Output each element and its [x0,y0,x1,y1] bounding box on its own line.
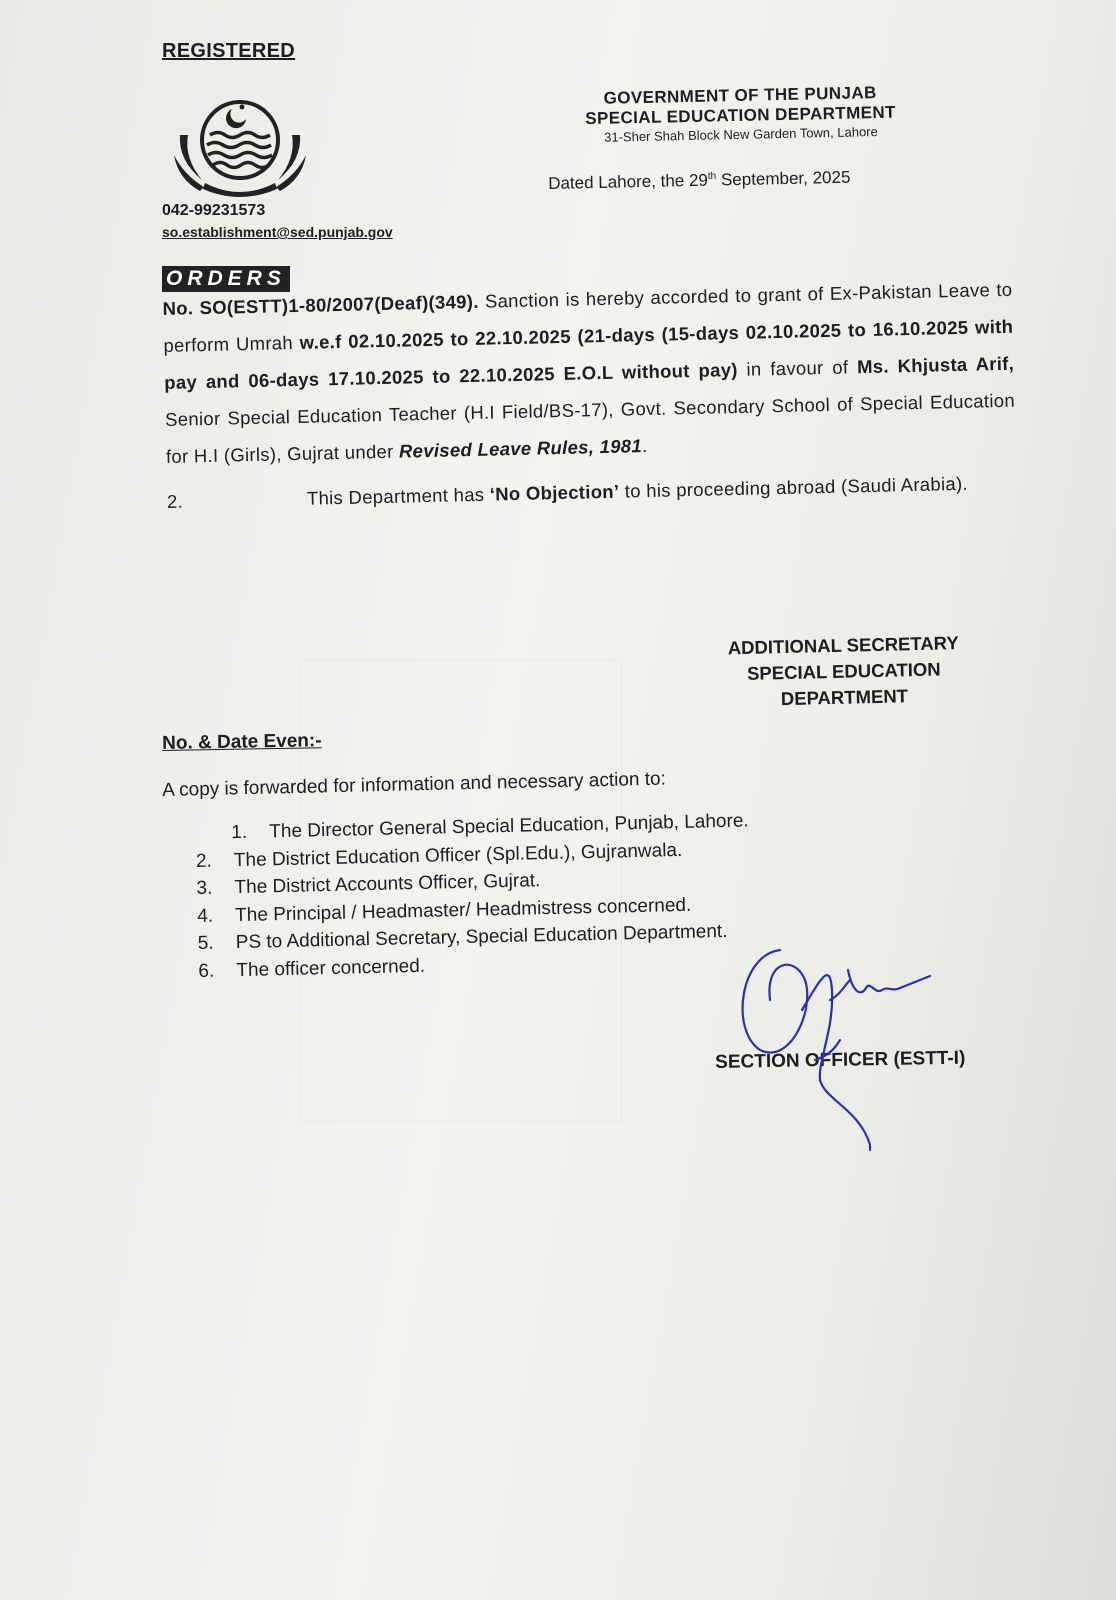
list-item: 5. PS to Additional Secretary, Special Education Department. [197,920,728,954]
letterhead [545,82,936,146]
additional-secretary-signatory: ADDITIONAL SECRETARY SPECIAL EDUCATION DEPARTMENT [727,632,959,710]
department-name: SPECIAL EDUCATION DEPARTMENT [585,102,897,129]
punjab-government-emblem [170,95,310,200]
paragraph-2: 2. This Department has ‘No Objection’ to his proceeding abroad (Saudi Arabia). [166,472,969,512]
copy-recipient-list [195,807,752,985]
handwritten-signature [720,940,980,1180]
list-item: 1. The Director General Special Education, Punjab, Lahore. [231,810,749,844]
copy-intro: A copy is forwarded for information and necessary action to: [162,768,667,801]
list-item: 2. The District Education Officer (Spl.Edu.), Gujranwala. [195,839,683,872]
gov-name: GOVERNMENT OF THE PUNJAB [603,83,877,108]
employee-name: Ms. Khjusta Arif, [856,352,1015,378]
department-address: 31-Sher Shah Block New Garden Town, Lahore [604,124,878,145]
section-officer-title: SECTION OFFICER (ESTT-I) [715,1047,966,1073]
list-item: 4. The Principal / Headmaster/ Headmistress concerned. [196,894,692,927]
email-address: so.establishment@sed.punjab.gov [162,224,393,240]
list-item: 3. The District Accounts Officer, Gujrat. [196,870,541,899]
registered-label: REGISTERED [162,40,296,62]
paragraph-1: No. SO(ESTT)1-80/2007(Deaf)(349). Sanction is hereby accorded to grant of Ex-Pakistan Leave to perform Umrah w.e.f 02.10.2025 to 22.10.2025 (21-days (15-days 02.10.2025 to 16.10.2025 with pay and 06-days 17.10.2025 to 22.10.2025 E.O.L without pay) in favour of Ms. Khjusta Arif, Senior Special Education Teacher (H.I Field/BS-17), Govt. Secondary School of Special Education for H.I (Girls), Gujrat under Revised Leave Rules, 1981. [162,278,1016,467]
phone-number: 042-99231573 [162,202,266,219]
order-reference: No. SO(ESTT)1-80/2007(Deaf)(349). [162,290,479,319]
orders-heading: ORDERS [162,266,290,292]
leave-rules: Revised Leave Rules, 1981 [398,435,643,462]
order-body [162,263,1017,520]
date-line: Dated Lahore, the 29th September, 2025 [548,167,851,193]
list-item: 6. The officer concerned. [198,955,426,982]
copy-heading: No. & Date Even:- [162,730,322,754]
